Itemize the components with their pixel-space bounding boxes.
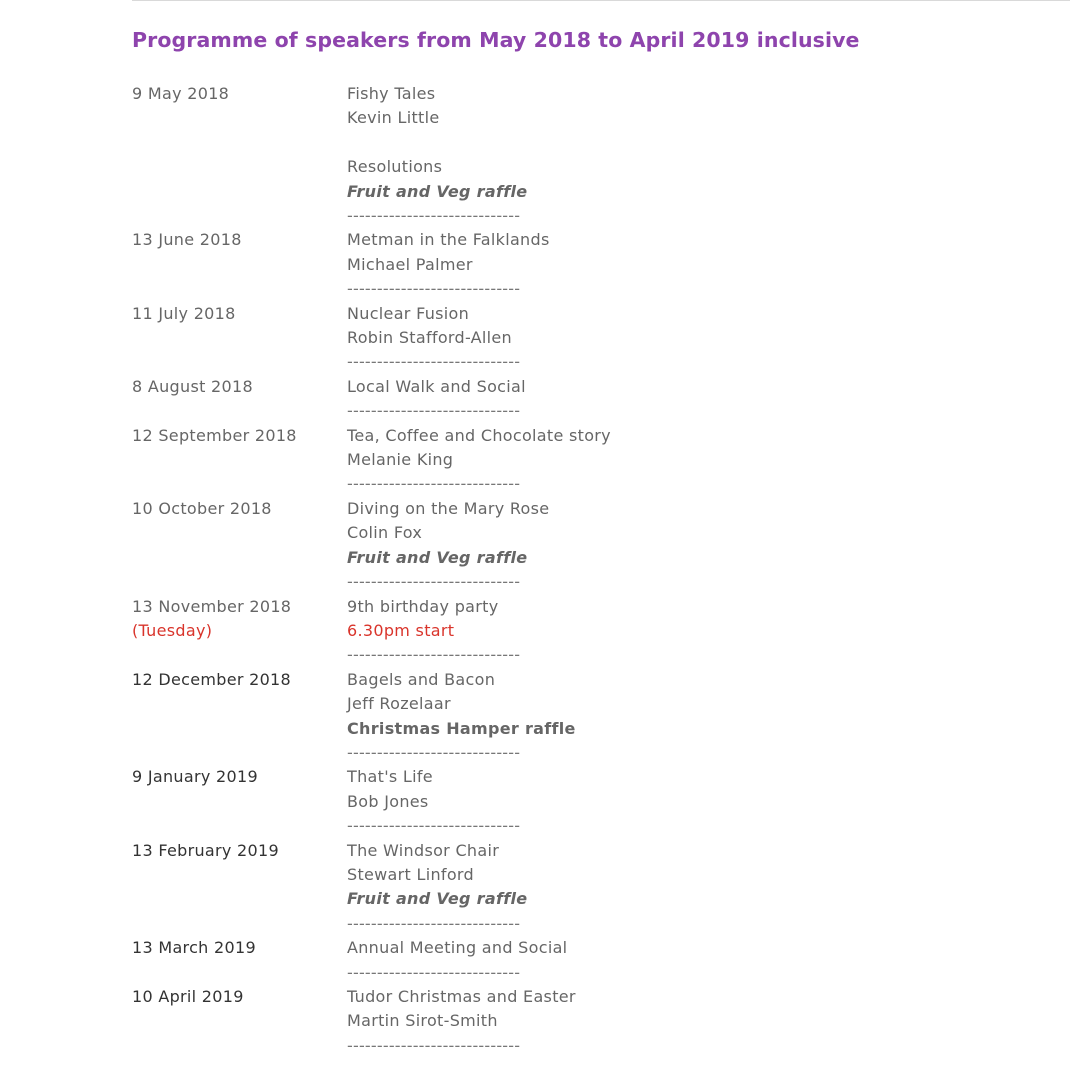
entry-separator: ----------------------------- [347,572,521,592]
entry-date: 9 January 2019 [132,767,258,787]
programme-entry [132,765,832,838]
talk-title: Local Walk and Social [347,376,526,396]
entry-details [347,839,832,937]
entry-date-column [132,985,347,1058]
talk-title: Tudor Christmas and Easter [347,987,576,1007]
raffle-note: Christmas Hamper raffle [347,718,576,738]
speaker-name: Michael Palmer [347,254,473,274]
entry-details [347,82,832,228]
raffle-note: Fruit and Veg raffle [347,547,528,567]
entry-details [347,497,832,595]
entry-separator: ----------------------------- [347,206,521,226]
entry-separator: ----------------------------- [347,962,521,982]
entry-details [347,424,832,497]
entry-date-column [132,302,347,375]
entry-details [347,228,832,301]
entry-separator: ----------------------------- [347,816,521,836]
talk-title: Diving on the Mary Rose [347,498,550,518]
speaker-name: Jeff Rozelaar [347,694,451,714]
entry-date: 12 September 2018 [132,425,297,445]
entry-details [347,302,832,375]
entry-details [347,668,832,766]
entry-details [347,765,832,838]
entry-separator: ----------------------------- [347,352,521,372]
entry-details [347,595,832,668]
entry-date-column [132,424,347,497]
entry-details [347,375,832,424]
programme-entry [132,302,832,375]
entry-detail-line: Resolutions [347,157,443,177]
entry-date: 12 December 2018 [132,669,292,689]
speaker-name: Melanie King [347,450,454,470]
entry-separator: ----------------------------- [347,742,521,762]
talk-title: Nuclear Fusion [347,303,470,323]
programme-entry [132,82,832,228]
programme-entry [132,839,832,937]
entry-date: 10 October 2018 [132,498,272,518]
entry-date: 9 May 2018 [132,84,230,103]
talk-title: The Windsor Chair [347,840,500,860]
programme-entry [132,228,832,301]
speaker-programme [132,82,832,1058]
entry-date: 10 April 2019 [132,987,244,1007]
entry-date-column [132,936,347,985]
talk-title: Fishy Tales [347,84,436,103]
speaker-name: Robin Stafford-Allen [347,328,512,348]
programme-entry [132,497,832,595]
entry-separator: ----------------------------- [347,474,521,494]
start-time-note: 6.30pm start [347,620,455,640]
talk-title: Metman in the Falklands [347,230,550,250]
programme-entry [132,595,832,668]
entry-date-note: (Tuesday) [132,620,213,640]
entry-separator: ----------------------------- [347,279,521,299]
programme-entry [132,375,832,424]
entry-details [347,936,832,985]
entry-date-column [132,228,347,301]
entry-date-column [132,668,347,766]
entry-date-column [132,765,347,838]
entry-separator: ----------------------------- [347,913,521,933]
speaker-name: Stewart Linford [347,864,474,884]
talk-title: 9th birthday party [347,596,499,616]
programme-entry [132,936,832,985]
raffle-note: Fruit and Veg raffle [347,181,528,201]
speaker-name: Bob Jones [347,791,429,811]
talk-title: Annual Meeting and Social [347,938,568,958]
talk-title: Bagels and Bacon [347,669,496,689]
top-divider [132,0,1070,1]
entry-date: 13 March 2019 [132,938,256,958]
entry-separator: ----------------------------- [347,1035,521,1055]
entry-date-column [132,595,347,668]
raffle-note: Fruit and Veg raffle [347,889,528,909]
entry-separator: ----------------------------- [347,401,521,421]
page-title: Programme of speakers from May 2018 to April 2019 inclusive [132,28,860,52]
talk-title: Tea, Coffee and Chocolate story [347,425,611,445]
blank-line [347,131,832,155]
entry-date-column [132,82,347,228]
entry-date-column [132,839,347,937]
entry-date: 13 November 2018 [132,596,292,616]
entry-date-column [132,497,347,595]
entry-date: 11 July 2018 [132,303,236,323]
entry-details [347,985,832,1058]
entry-date: 8 August 2018 [132,376,253,396]
programme-entry [132,668,832,766]
entry-date-column [132,375,347,424]
entry-date: 13 February 2019 [132,840,279,860]
entry-separator: ----------------------------- [347,645,521,665]
speaker-name: Colin Fox [347,523,423,543]
entry-date: 13 June 2018 [132,230,242,250]
speaker-name: Kevin Little [347,108,440,128]
speaker-name: Martin Sirot-Smith [347,1011,498,1031]
programme-entry [132,424,832,497]
talk-title: That's Life [347,767,433,787]
programme-entry [132,985,832,1058]
